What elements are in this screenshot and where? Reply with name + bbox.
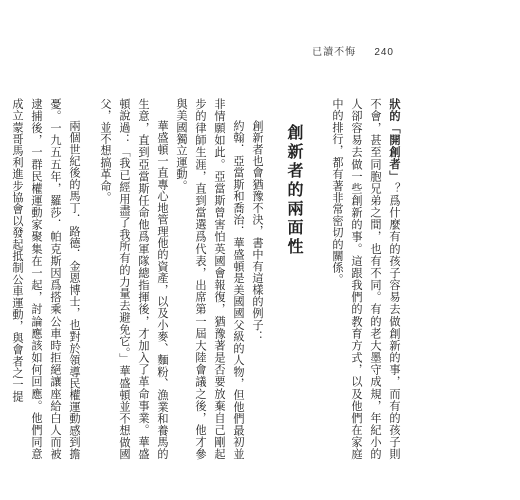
page-number: 240 (374, 47, 394, 58)
section-title: 創新者的兩面性 (285, 124, 304, 257)
paragraph-text: ？爲什麼有的孩子容易去做創新的事，而有的孩子則不會，甚至同胞兄弟之間，也有不同。有的老大墨守成規，年紀小的人卻容易去做一些創新的事。這跟我們的教育方式，以及他們在家庭中的排行，都有著非常密切的關係。 (331, 98, 401, 460)
paragraph: 約翰．亞當斯和喬治．華盛頓是美國國父級的人物，但他們最初並非情願如此。亞當斯曾害怕英國會報復，猶豫著是否要放棄自己剛起步的律師生涯，直到當選爲代表，出席第一屆大陸會議之後，他才參與美國獨立運動。 (175, 98, 245, 460)
paragraph: 創新者也會猶豫不決，書中有這樣的例子： (251, 120, 264, 343)
running-header-title: 已讀不悔 (312, 47, 357, 58)
running-header (312, 43, 394, 58)
paragraph: 兩個世紀後的馬丁．路德．金恩博士，也對於領導民權運動感到擔憂。一九五五年，羅莎．帕克斯因爲搭乘公車時拒絕讓座給白人而被逮捕後，一群民權運動家聚集在一起，討論應該如何回應。他們同意成立蒙哥馬利進步協會以發起抵制公車運動，與會者之一提 (11, 98, 81, 460)
bold-term: 狀的「開創者」 (388, 98, 401, 183)
vertical-body-text (11, 98, 404, 460)
paragraph: 華盛頓一直專心地管理他的資產，以及小麥、麵粉、漁業和養馬的生意，直到亞當斯任命他爲軍隊總指揮後，才加入了革命事業。華盛頓說過：「我已經用盡了我所有的力量去避免它。」華盛頓並不想做國父，並不想搞革命。 (99, 98, 169, 460)
paragraph (328, 98, 404, 460)
